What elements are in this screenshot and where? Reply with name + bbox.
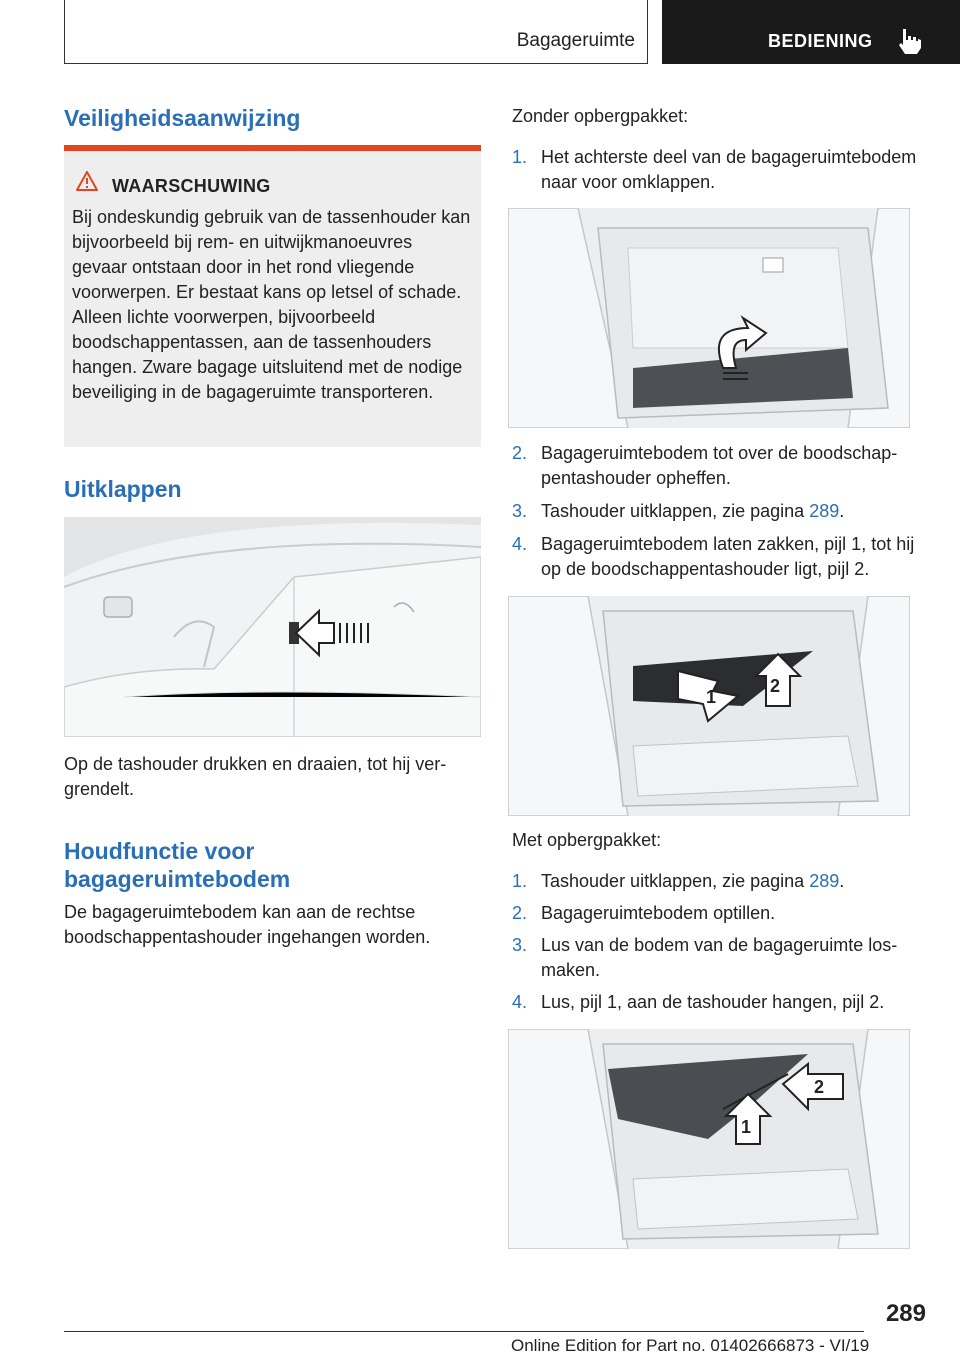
- footer-divider: [64, 1331, 864, 1332]
- step-a1: [512, 145, 924, 195]
- hand-pointer-icon: [895, 27, 923, 55]
- step-a2: [512, 441, 924, 491]
- page-link[interactable]: 289: [809, 871, 840, 891]
- trunk-floor-lower-illustration: [508, 596, 910, 816]
- trunk-loop-hang-illustration: [508, 1029, 910, 1249]
- step-b3: [512, 933, 924, 983]
- step-b1: [512, 869, 924, 894]
- step-text: Lus, pijl 1, aan de tashouder hangen, pijl 2.: [541, 992, 885, 1012]
- warning-box: [64, 145, 481, 447]
- step-b2: [512, 901, 924, 926]
- trunk-floor-flip-illustration: [508, 208, 910, 428]
- step-text: Bagageruimtebodem laten zakken, pijl 1, tot hij op de boodschappentashouder ligt, pijl 2.: [541, 534, 915, 579]
- page-link[interactable]: 289: [809, 501, 840, 521]
- step-text: [541, 499, 924, 524]
- step-number: 4.: [512, 992, 528, 1012]
- step-text-post: .: [839, 501, 845, 521]
- image3-arrow-label-1: 1: [741, 1117, 752, 1137]
- step-a4: [512, 532, 924, 582]
- para-uitklappen: Op de tashouder drukken en draaien, tot hij vergrendelt.: [64, 754, 447, 799]
- step-text: Bagageruimtebodem optillen.: [541, 903, 776, 923]
- step-b4: [512, 990, 924, 1015]
- step-number: 1.: [512, 147, 528, 167]
- header-section-box: [64, 0, 648, 64]
- para-houdfunctie: De bagageruimtebodem kan aan de rechtse boodschappentashouder ingehangen worden.: [64, 902, 431, 947]
- step-a3: [512, 499, 924, 524]
- image2-arrow-label-1: 1: [706, 687, 717, 707]
- header-chapter-title: BEDIENING: [768, 31, 873, 51]
- step-text: [541, 869, 924, 894]
- step-text: Lus van de bodem van de bagageruimte losmaken.: [541, 935, 898, 980]
- warning-triangle-icon: [76, 171, 98, 191]
- header-chapter-box: [662, 0, 960, 64]
- step-text-pre: Tashouder uitklappen, zie pagina: [541, 871, 810, 891]
- step-text-pre: Tashouder uitklappen, zie pagina: [541, 501, 810, 521]
- footer-edition: Online Edition for Part no. 01402666873 - VI/19: [511, 1336, 870, 1355]
- step-number: 1.: [512, 871, 528, 891]
- step-text: Bagageruimtebodem tot over de boodschappentashouder opheffen.: [541, 443, 898, 488]
- page-number: 289: [885, 1300, 926, 1327]
- heading-uitklappen: Uitklappen: [64, 476, 182, 502]
- step-number: 4.: [512, 534, 528, 554]
- header-section-title: Bagageruimte: [516, 30, 635, 51]
- step-number: 2.: [512, 903, 528, 923]
- step-number: 3.: [512, 935, 528, 955]
- step-number: 2.: [512, 443, 528, 463]
- warning-text: Bij ondeskundig gebruik van de tassenhouder kan bijvoorbeeld bij rem- en uitwijkmanoeuvres gevaar ontstaan door in het rond vliegende voorwerpen. Er bestaat kans op letsel of schade. Alleen lichte voorwerpen, bijvoorbeeld boodschappentassen, aan de tassenhouders hangen. Zware bagage uitsluitend met de nodige beveiliging in de bagageruimte transporteren.: [72, 207, 471, 402]
- step-text: Het achterste deel van de bagageruimtebodem naar voor omklappen.: [541, 147, 917, 192]
- intro-met-opbergpakket: Met opbergpakket:: [512, 830, 662, 850]
- step-number: 3.: [512, 501, 528, 521]
- heading-houdfunctie-line1: Houdfunctie voor: [64, 838, 255, 864]
- step-text-post: .: [839, 871, 845, 891]
- heading-houdfunctie-line2: bagageruimtebodem: [64, 866, 291, 892]
- warning-title: WAARSCHUWING: [112, 176, 271, 196]
- intro-zonder-opbergpakket: Zonder opbergpakket:: [512, 106, 689, 126]
- heading-veiligheidsaanwijzing: Veiligheidsaanwijzing: [64, 105, 301, 131]
- trunk-side-wall-illustration: [64, 517, 481, 737]
- image2-arrow-label-2: 2: [770, 676, 781, 696]
- image3-arrow-label-2: 2: [814, 1077, 825, 1097]
- heading-houdfunctie: [64, 837, 290, 893]
